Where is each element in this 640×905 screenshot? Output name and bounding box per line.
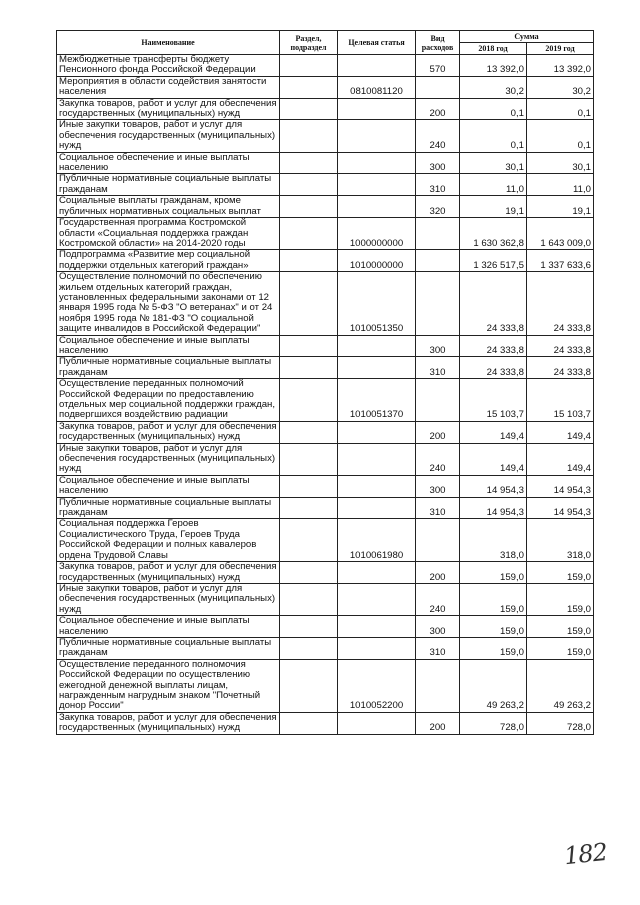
row-section-cell (280, 443, 338, 475)
row-target-cell (338, 120, 416, 152)
row-target-cell (338, 443, 416, 475)
row-type-cell: 300 (416, 475, 460, 497)
row-target-cell (338, 637, 416, 659)
table-row (57, 475, 594, 497)
row-type-cell: 300 (416, 335, 460, 357)
row-type-cell: 300 (416, 616, 460, 638)
row-section-cell (280, 120, 338, 152)
row-type-cell (416, 379, 460, 422)
row-sum-2019-cell: 728,0 (527, 712, 594, 734)
row-target-cell: 1010051350 (338, 272, 416, 335)
row-name-cell: Осуществление переданных полномочий Российской Федерации по предоставлению отдельных мер социальной поддержки граждан, подвергшихся воздействию радиации (57, 379, 280, 422)
row-sum-2018-cell: 30,1 (460, 152, 527, 174)
row-name-cell: Иные закупки товаров, работ и услуг для обеспечения государственных (муниципальных) нужд (57, 443, 280, 475)
row-section-cell (280, 519, 338, 562)
table-row (57, 562, 594, 584)
row-section-cell (280, 712, 338, 734)
table-row (57, 152, 594, 174)
table-row (57, 443, 594, 475)
table-row (57, 174, 594, 196)
header-year-2019: 2019 год (527, 43, 594, 55)
row-sum-2018-cell: 30,2 (460, 76, 527, 98)
row-type-cell: 300 (416, 152, 460, 174)
row-target-cell (338, 55, 416, 77)
row-name-cell: Осуществление полномочий по обеспечению жильем отдельных категорий граждан, установленных федеральными законами от 12 января 1995 года № 5-ФЗ "О ветеранах" и от 24 ноября 1995 года № 181-ФЗ "О социальной защите инвалидов в Российской Федерации" (57, 272, 280, 335)
header-target: Целевая статья (338, 31, 416, 55)
table-row (57, 519, 594, 562)
row-name-cell: Социальное обеспечение и иные выплаты населению (57, 616, 280, 638)
row-sum-2019-cell: 159,0 (527, 616, 594, 638)
page-number: 182 (562, 837, 609, 871)
row-target-cell: 1000000000 (338, 218, 416, 250)
budget-table (56, 30, 594, 735)
row-sum-2018-cell: 24 333,8 (460, 335, 527, 357)
row-target-cell: 1010052200 (338, 659, 416, 712)
row-type-cell: 310 (416, 637, 460, 659)
row-name-cell: Закупка товаров, работ и услуг для обеспечения государственных (муниципальных) нужд (57, 421, 280, 443)
row-target-cell: 1010061980 (338, 519, 416, 562)
row-target-cell (338, 475, 416, 497)
row-section-cell (280, 250, 338, 272)
row-sum-2019-cell: 15 103,7 (527, 379, 594, 422)
row-type-cell: 240 (416, 120, 460, 152)
row-section-cell (280, 637, 338, 659)
row-name-cell: Социальное обеспечение и иные выплаты населению (57, 152, 280, 174)
row-name-cell: Социальное обеспечение и иные выплаты населению (57, 475, 280, 497)
table-row (57, 659, 594, 712)
table-row (57, 497, 594, 519)
row-target-cell: 0810081120 (338, 76, 416, 98)
row-type-cell (416, 218, 460, 250)
table-row (57, 120, 594, 152)
row-section-cell (280, 272, 338, 335)
row-section-cell (280, 583, 338, 615)
row-target-cell (338, 174, 416, 196)
row-target-cell (338, 357, 416, 379)
row-section-cell (280, 55, 338, 77)
row-section-cell (280, 218, 338, 250)
row-sum-2019-cell: 19,1 (527, 196, 594, 218)
row-sum-2018-cell: 19,1 (460, 196, 527, 218)
header-sum: Сумма (460, 31, 594, 43)
row-sum-2018-cell: 318,0 (460, 519, 527, 562)
row-sum-2018-cell: 159,0 (460, 583, 527, 615)
row-sum-2018-cell: 49 263,2 (460, 659, 527, 712)
row-name-cell: Публичные нормативные социальные выплаты гражданам (57, 497, 280, 519)
row-name-cell: Закупка товаров, работ и услуг для обеспечения государственных (муниципальных) нужд (57, 712, 280, 734)
row-name-cell: Иные закупки товаров, работ и услуг для обеспечения государственных (муниципальных) нужд (57, 583, 280, 615)
row-type-cell (416, 519, 460, 562)
row-name-cell: Публичные нормативные социальные выплаты гражданам (57, 357, 280, 379)
row-section-cell (280, 379, 338, 422)
row-target-cell (338, 616, 416, 638)
table-row (57, 357, 594, 379)
row-name-cell: Подпрограмма «Развитие мер социальной поддержки отдельных категорий граждан» (57, 250, 280, 272)
row-sum-2018-cell: 14 954,3 (460, 475, 527, 497)
row-section-cell (280, 357, 338, 379)
row-section-cell (280, 562, 338, 584)
row-sum-2018-cell: 15 103,7 (460, 379, 527, 422)
row-section-cell (280, 152, 338, 174)
row-name-cell: Мероприятия в области содействия занятости населения (57, 76, 280, 98)
row-target-cell: 1010051370 (338, 379, 416, 422)
row-target-cell (338, 562, 416, 584)
row-sum-2018-cell: 1 630 362,8 (460, 218, 527, 250)
table-row (57, 76, 594, 98)
row-type-cell: 310 (416, 174, 460, 196)
row-target-cell (338, 335, 416, 357)
row-sum-2019-cell: 11,0 (527, 174, 594, 196)
row-section-cell (280, 497, 338, 519)
row-sum-2018-cell: 149,4 (460, 443, 527, 475)
header-section: Раздел, подраздел (280, 31, 338, 55)
row-sum-2019-cell: 1 337 633,6 (527, 250, 594, 272)
table-row (57, 272, 594, 335)
row-type-cell (416, 250, 460, 272)
row-name-cell: Социальное обеспечение и иные выплаты населению (57, 335, 280, 357)
row-sum-2019-cell: 149,4 (527, 443, 594, 475)
table-row (57, 616, 594, 638)
row-sum-2019-cell: 13 392,0 (527, 55, 594, 77)
row-name-cell: Социальные выплаты гражданам, кроме публичных нормативных социальных выплат (57, 196, 280, 218)
row-target-cell (338, 196, 416, 218)
table-row (57, 98, 594, 120)
table-row (57, 196, 594, 218)
row-target-cell (338, 497, 416, 519)
row-type-cell (416, 659, 460, 712)
row-type-cell (416, 272, 460, 335)
row-type-cell: 310 (416, 497, 460, 519)
row-target-cell (338, 98, 416, 120)
row-section-cell (280, 616, 338, 638)
row-section-cell (280, 174, 338, 196)
row-name-cell: Публичные нормативные социальные выплаты гражданам (57, 637, 280, 659)
row-sum-2019-cell: 49 263,2 (527, 659, 594, 712)
budget-table-page (56, 30, 594, 735)
row-sum-2019-cell: 30,2 (527, 76, 594, 98)
row-target-cell (338, 152, 416, 174)
row-name-cell: Осуществление переданного полномочия Российской Федерации по осуществлению ежегодной денежной выплаты лицам, награжденным нагрудным знаком "Почетный донор России" (57, 659, 280, 712)
row-name-cell: Публичные нормативные социальные выплаты гражданам (57, 174, 280, 196)
table-row (57, 55, 594, 77)
header-name: Наименование (57, 31, 280, 55)
row-sum-2018-cell: 1 326 517,5 (460, 250, 527, 272)
row-sum-2019-cell: 1 643 009,0 (527, 218, 594, 250)
row-sum-2019-cell: 30,1 (527, 152, 594, 174)
row-sum-2018-cell: 159,0 (460, 616, 527, 638)
row-sum-2018-cell: 728,0 (460, 712, 527, 734)
header-year-2018: 2018 год (460, 43, 527, 55)
row-sum-2019-cell: 14 954,3 (527, 497, 594, 519)
row-type-cell: 200 (416, 421, 460, 443)
row-sum-2019-cell: 14 954,3 (527, 475, 594, 497)
row-section-cell (280, 475, 338, 497)
table-row (57, 583, 594, 615)
table-row (57, 335, 594, 357)
table-row (57, 421, 594, 443)
row-sum-2018-cell: 13 392,0 (460, 55, 527, 77)
row-section-cell (280, 421, 338, 443)
row-section-cell (280, 76, 338, 98)
row-section-cell (280, 335, 338, 357)
row-section-cell (280, 98, 338, 120)
row-name-cell: Государственная программа Костромской области «Социальная поддержка граждан Костромской области» на 2014-2020 годы (57, 218, 280, 250)
row-sum-2019-cell: 24 333,8 (527, 335, 594, 357)
row-name-cell: Социальная поддержка Героев Социалистического Труда, Героев Труда Российской Федерации и полных кавалеров ордена Трудовой Славы (57, 519, 280, 562)
row-sum-2018-cell: 159,0 (460, 637, 527, 659)
row-sum-2018-cell: 11,0 (460, 174, 527, 196)
row-type-cell: 240 (416, 583, 460, 615)
row-type-cell (416, 76, 460, 98)
row-sum-2019-cell: 24 333,8 (527, 357, 594, 379)
row-sum-2019-cell: 159,0 (527, 637, 594, 659)
row-sum-2018-cell: 149,4 (460, 421, 527, 443)
row-sum-2018-cell: 0,1 (460, 98, 527, 120)
row-section-cell (280, 196, 338, 218)
row-sum-2018-cell: 24 333,8 (460, 272, 527, 335)
row-sum-2019-cell: 159,0 (527, 583, 594, 615)
row-sum-2018-cell: 14 954,3 (460, 497, 527, 519)
table-row (57, 637, 594, 659)
row-target-cell (338, 712, 416, 734)
row-section-cell (280, 659, 338, 712)
row-name-cell: Межбюджетные трансферты бюджету Пенсионного фонда Российской Федерации (57, 55, 280, 77)
table-row (57, 218, 594, 250)
row-sum-2019-cell: 0,1 (527, 98, 594, 120)
row-sum-2018-cell: 0,1 (460, 120, 527, 152)
table-row (57, 379, 594, 422)
row-target-cell: 1010000000 (338, 250, 416, 272)
table-body (57, 55, 594, 735)
row-type-cell: 320 (416, 196, 460, 218)
row-sum-2018-cell: 159,0 (460, 562, 527, 584)
row-target-cell (338, 421, 416, 443)
row-sum-2018-cell: 24 333,8 (460, 357, 527, 379)
row-type-cell: 570 (416, 55, 460, 77)
row-name-cell: Закупка товаров, работ и услуг для обеспечения государственных (муниципальных) нужд (57, 562, 280, 584)
row-type-cell: 310 (416, 357, 460, 379)
table-row (57, 250, 594, 272)
row-type-cell: 200 (416, 712, 460, 734)
header-type: Вид расходов (416, 31, 460, 55)
row-sum-2019-cell: 318,0 (527, 519, 594, 562)
row-sum-2019-cell: 0,1 (527, 120, 594, 152)
table-row (57, 712, 594, 734)
row-sum-2019-cell: 149,4 (527, 421, 594, 443)
row-target-cell (338, 583, 416, 615)
row-sum-2019-cell: 24 333,8 (527, 272, 594, 335)
row-name-cell: Иные закупки товаров, работ и услуг для обеспечения государственных (муниципальных) нужд (57, 120, 280, 152)
row-name-cell: Закупка товаров, работ и услуг для обеспечения государственных (муниципальных) нужд (57, 98, 280, 120)
row-type-cell: 200 (416, 562, 460, 584)
row-type-cell: 200 (416, 98, 460, 120)
row-type-cell: 240 (416, 443, 460, 475)
row-sum-2019-cell: 159,0 (527, 562, 594, 584)
